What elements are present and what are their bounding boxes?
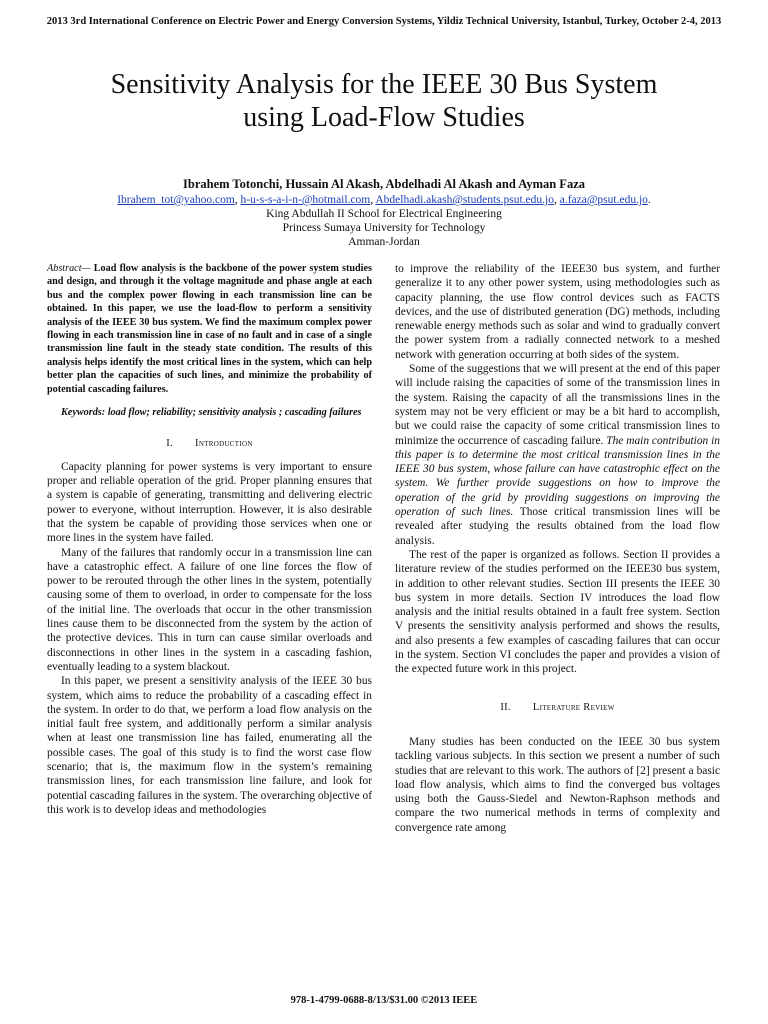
- email-link-3[interactable]: Abdelhadi.akash@students.psut.edu.jo: [375, 194, 554, 206]
- copyright-footer: 978-1-4799-0688-8/13/$31.00 ©2013 IEEE: [290, 995, 478, 1006]
- abstract-label: Abstract—: [47, 263, 91, 274]
- email-link-4[interactable]: a.faza@psut.edu.jo: [559, 194, 648, 206]
- paragraph-text: Those critical transmission lines will be revealed after studying the results obtained from the load flow analysis.: [395, 506, 720, 547]
- abstract-text: Load flow analysis is the backbone of the power system studies and design, and through it the voltage magnitude and phase angle at each bus and the complex power flowing in each transmission line can be obtained. In this paper, we use the load-flow to perform a sensitivity analysis of the IEEE 30 bus system. We find the maximum complex power flowing in each transmission line in case of no fault and in case of a single transmission line fault in the steady state condition. The results of this analysis helps identify the most critical lines in the system, which can help better plan the capacities of such lines, and minimize the probability of potential cascading failures.: [47, 263, 372, 395]
- section-heading-introduction: [47, 437, 372, 451]
- author-emails: [0, 194, 768, 206]
- left-column: [47, 262, 372, 817]
- section-title: Literature Review: [532, 701, 615, 713]
- author-list: Ibrahem Totonchi, Hussain Al Akash, Abdelhadi Al Akash and Ayman Faza: [183, 177, 585, 191]
- section-number: II.: [500, 701, 511, 713]
- paragraph-text: Some of the suggestions that we will present at the end of this paper will include raising the capacities of some of the transmission lines in the system. Raising the capacity of all the transmissions lines in the system may not be very efficient or may be a bit hard to accomplish, but we could raise the capacity of some critical transmission lines to minimize the occurrence of cascading failure.: [395, 363, 720, 447]
- email-link-2[interactable]: h-u-s-s-a-i-n-@hotmail.com: [240, 194, 371, 206]
- paper-title: [40, 68, 728, 134]
- section-heading-literature-review: [395, 701, 720, 715]
- email-separator: ,: [553, 194, 560, 206]
- keywords: Keywords: load flow; reliability; sensitivity analysis ; cascading failures: [61, 407, 362, 419]
- abstract: [47, 262, 372, 396]
- email-terminator: .: [647, 194, 651, 206]
- email-separator: ,: [370, 194, 376, 206]
- affiliation-location: Amman-Jordan: [348, 236, 420, 248]
- email-link-1[interactable]: Ibrahem_tot@yahoo.com: [117, 194, 235, 206]
- intro-paragraph-2: Many of the failures that randomly occur in a transmission line can have a catastrophic effect. A failure of one line forces the flow of power to be rerouted through the other lines in the system, potentially causing some of them to overload, in order to compensate for the loss of the initial line. The overloads that occur in the other transmission lines cause them to be disconnected from the system by the action of the protective devices. This in turn can cause similar overloads and disconnections in other lines in the system in a cascading fashion, eventually leading to a system blackout.: [47, 546, 372, 673]
- right-column: [395, 262, 720, 835]
- literature-paragraph-1: Many studies has been conducted on the IEEE 30 bus system tackling various subjects. In this section we present a number of such studies that are relevant to this work. The authors of [2] present a basic load flow analysis, which aims to find the converged bus voltages using both the Gauss-Siedel and Newton-Raphson methods and compare the two numerical methods in terms of complexity and convergence rate among: [395, 735, 720, 834]
- intro-paragraph-continued: to improve the reliability of the IEEE30 bus system, and further generalize it to any other power system, using methodologies such as capacity planning, the use flow control devices such as FACTS devices, and the use of distributed generation (DG) methods, including renewable energy methods such as solar and wind to gradually convert the power system from a radially connected network to a meshed network with generation occurring at both sides of the system.: [395, 263, 720, 361]
- section-title: Introduction: [195, 438, 253, 450]
- conference-header: 2013 3rd International Conference on Electric Power and Energy Conversion Systems, Yildiz Technical University, Istanbul, Turkey, October 2-4, 2013: [46, 16, 722, 27]
- affiliation-university: Princess Sumaya University for Technology: [282, 222, 486, 234]
- email-separator: ,: [234, 194, 241, 206]
- intro-paragraph-4: [395, 362, 720, 548]
- intro-paragraph-3: In this paper, we present a sensitivity analysis of the IEEE 30 bus system, which aims to reduce the probability of a cascading effect in the system. In order to do that, we perform a load flow analysis on the initial fault free system, and additionally perform a similar analysis when at least one transmission line has failed, enumerating all the possible cases. The goal of this study is to find the worst case flow scenario; that is, the maximum flow in the system’s remaining transmission lines, for each transmission line failure, and look for potential cascading failures in the system. The overarching objective of this work is to develop ideas and methodologies: [47, 675, 372, 816]
- intro-paragraph-5: The rest of the paper is organized as follows. Section II provides a literature review of the studies performed on the IEEE30 bus system, in addition to other relevant studies. Section III presents the IEEE 30 bus system in more details. Section IV introduces the load flow analysis and the initial results obtained in a fault free system. Section V presents the sensitivity analysis performed and shows the results, and also presents a few examples of cascading failures that can occur in the system. Section VI concludes the paper and provides a vision of the expected future work in this project.: [395, 548, 720, 676]
- title-line-2: using Load-Flow Studies: [243, 102, 525, 133]
- main-contribution-emphasis: The main contribution in this paper is to determine the most critical transmission lines in the IEEE 30 bus system, whose failure can have catastrophic effect on the system. We further provide suggestions on how to improve the operation of the grid by providing suggestions on improving the operation of such lines.: [395, 434, 720, 519]
- section-number: I.: [166, 438, 174, 450]
- affiliation-school: King Abdullah II School for Electrical Engineering: [266, 208, 502, 220]
- title-line-1: Sensitivity Analysis for the IEEE 30 Bus System: [110, 69, 658, 100]
- intro-paragraph-1: Capacity planning for power systems is very important to ensure proper and reliable operation of the grid. Proper planning ensures that a system is capable of generating, transmitting and delivering electric power to everyone, without interruption. However, it is also desirable that the system be capable of providing those services when one or more lines in the system have failed.: [47, 460, 372, 545]
